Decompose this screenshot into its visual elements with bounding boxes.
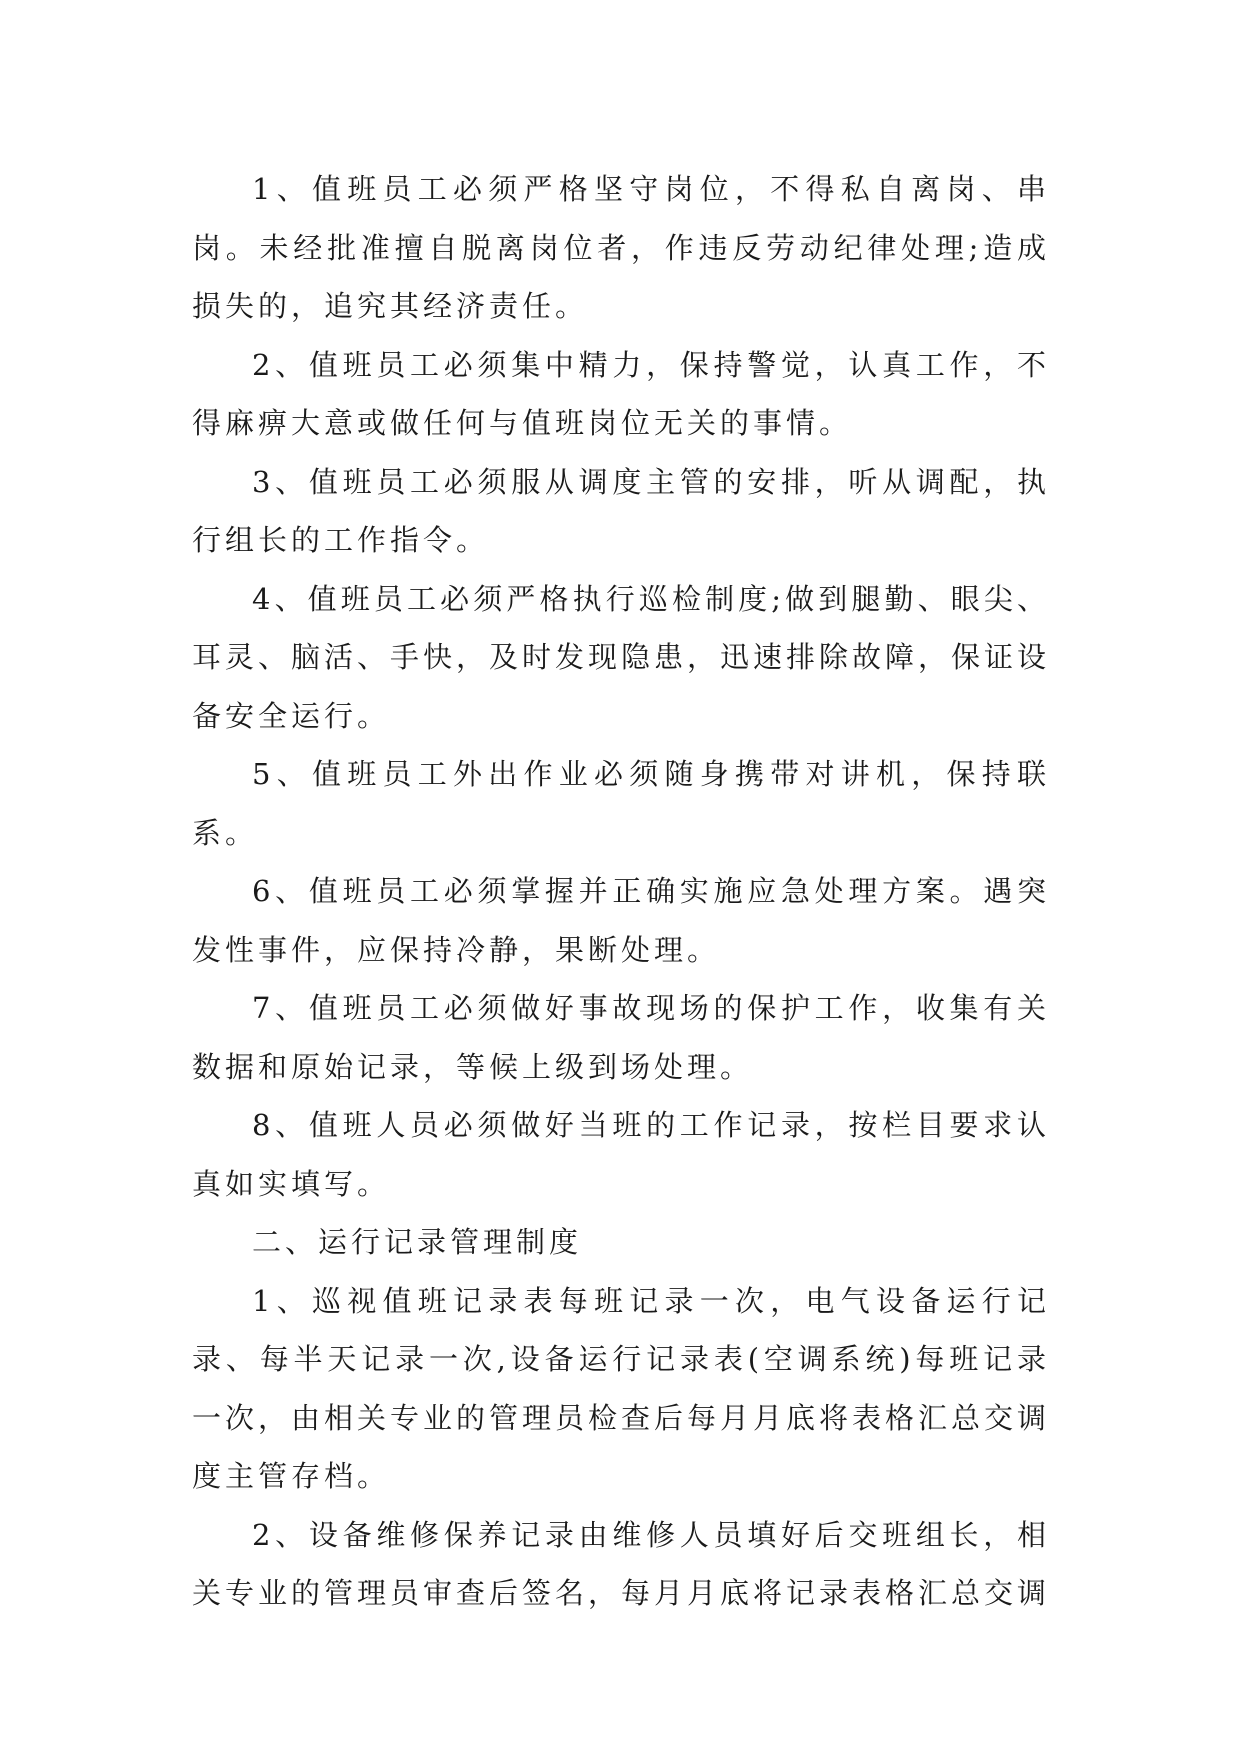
paragraph: 7、值班员工必须做好事故现场的保护工作，收集有关数据和原始记录，等候上级到场处理。 bbox=[192, 991, 1050, 1084]
paragraph: 6、值班员工必须掌握并正确实施应急处理方案。遇突发性事件，应保持冷静，果断处理。 bbox=[192, 874, 1050, 967]
document-body bbox=[192, 160, 1050, 1623]
paragraph: 5、值班员工外出作业必须随身携带对讲机，保持联系。 bbox=[192, 757, 1050, 850]
paragraph: 4、值班员工必须严格执行巡检制度;做到腿勤、眼尖、耳灵、脑活、手快，及时发现隐患，迅速排除故障，保证设备安全运行。 bbox=[192, 581, 1051, 733]
paragraph: 1、值班员工必须严格坚守岗位，不得私自离岗、串岗。未经批准擅自脱离岗位者，作违反劳动纪律处理;造成损失的，追究其经济责任。 bbox=[192, 172, 1050, 323]
paragraph: 8、值班人员必须做好当班的工作记录，按栏目要求认真如实填写。 bbox=[192, 1108, 1050, 1201]
section-heading: 二、运行记录管理制度 bbox=[252, 1225, 583, 1259]
paragraph: 1、巡视值班记录表每班记录一次，电气设备运行记录、每半天记录一次,设备运行记录表(空调系统)每班记录一次，由相关专业的管理员检查后每月月底将表格汇总交调度主管存档。 bbox=[192, 1283, 1051, 1493]
paragraph: 2、设备维修保养记录由维修人员填好后交班组长，相关专业的管理员审查后签名，每月月底将记录表格汇总交调 bbox=[192, 1517, 1051, 1610]
paragraph: 2、值班员工必须集中精力，保持警觉，认真工作，不得麻痹大意或做任何与值班岗位无关的事情。 bbox=[192, 347, 1050, 440]
paragraph: 3、值班员工必须服从调度主管的安排，听从调配，执行组长的工作指令。 bbox=[192, 464, 1050, 557]
